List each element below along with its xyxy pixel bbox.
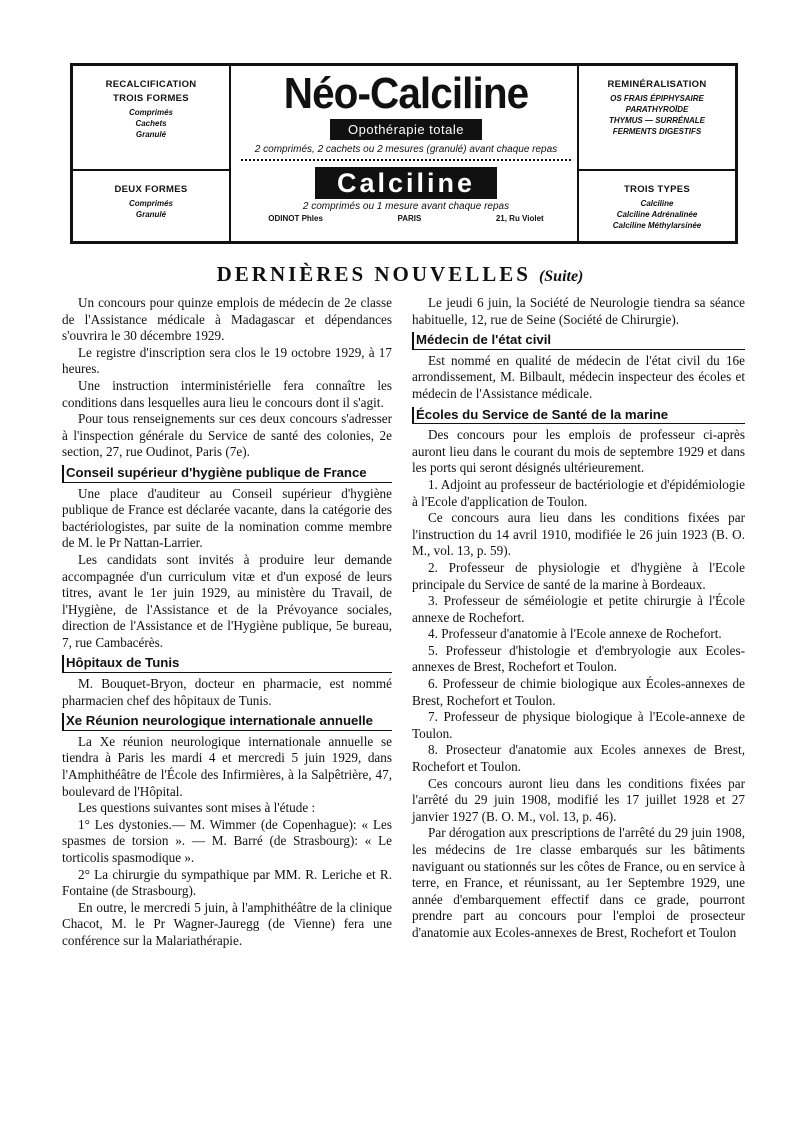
paragraph: 1° Les dystonies.— M. Wimmer (de Copenhague): « Les spasmes de torsion ». — M. Barré (de Strasbourg): « Le torticolis spasmodique ». [62, 816, 392, 865]
paragraph: 5. Professeur d'histologie et d'embryologie aux Ecoles-annexes de Brest, Rochefort et Toulon. [412, 642, 745, 675]
paragraph: Un concours pour quinze emplois de médecin de 2e classe de l'Assistance médicale à Madagascar et dépendances s'ouvrira le 30 décembre 1929. [62, 295, 392, 344]
ad-heading: REMINÉRALISATION [607, 79, 707, 90]
paragraph: Le jeudi 6 juin, la Société de Neurologie tiendra sa séance habituelle, 12, rue de Seine (Société de Chirurgie). [412, 295, 745, 327]
ad-item: Granulé [135, 210, 167, 219]
ad-address-part: ODINOT Phles [268, 214, 323, 223]
ad-item: Comprimés [128, 199, 173, 208]
paragraph: 6. Professeur de chimie biologique aux Écoles-annexes de Brest, Rochefort et Toulon. [412, 676, 745, 708]
ad-item: PARATHYROÏDE [625, 105, 689, 114]
ad-subtitle: Opothérapie totale [330, 119, 482, 140]
ad-heading: TROIS TYPES [623, 184, 691, 195]
column-left [62, 295, 392, 950]
ad-item: Granulé [135, 130, 167, 139]
ad-left-top [73, 66, 231, 171]
paragraph: La Xe réunion neurologique internationale annuelle se tiendra à Paris les mardi 4 et mercredi 5 juin 1929, dans l'Amphithéâtre de l'École des Infirmières, à la Salpêtrière, 47, boulevard de l'Hôpital. [62, 733, 392, 799]
paragraph: 2. Professeur de physiologie et d'hygiène à l'Ecole principale du Service de santé de la marine à Bordeaux. [412, 559, 745, 592]
section-heading: Conseil supérieur d'hygiène publique de France [62, 465, 392, 483]
paragraph: Est nommé en qualité de médecin de l'état civil du 16e arrondissement, M. Bilbault, médecin inspecteur des écoles et médecin de l'Assistance médicale. [412, 352, 745, 401]
paragraph: Ce concours aura lieu dans les conditions fixées par l'instruction du 14 avril 1910, modifiée le 26 juin 1923 (B. O. M., vol. 13, p. 59). [412, 510, 745, 559]
ad-brand-secondary: Calciline [315, 167, 497, 199]
paragraph: 3. Professeur de séméiologie et petite chirurgie à l'École annexe de Rochefort. [412, 593, 745, 625]
paragraph: 7. Professeur de physique biologique à l'Ecole-annexe de Toulon. [412, 709, 745, 741]
ad-right-bottom [577, 171, 735, 241]
section-heading: Médecin de l'état civil [412, 332, 745, 350]
ad-item: Calciline [640, 199, 674, 208]
page-title-suite: (Suite) [538, 268, 584, 285]
paragraph: 2° La chirurgie du sympathique par MM. R. Leriche et R. Fontaine (de Strasbourg). [62, 866, 392, 899]
ad-subheading: TROIS FORMES [113, 93, 189, 104]
paragraph: Les questions suivantes sont mises à l'étude : [78, 800, 316, 816]
ad-item: FERMENTS DIGESTIFS [612, 127, 702, 136]
paragraph: 1. Adjoint au professeur de bactériologie et d'épidémiologie à l'Ecole d'application de Toulon. [412, 476, 745, 509]
paragraph: Ces concours auront lieu dans les conditions fixées par l'arrêté du 29 juin 1908, modifié les 17 juillet 1928 et 27 janvier 1927 (B. O. M., vol. 13, p. 46). [412, 775, 745, 824]
paragraph: M. Bouquet-Bryon, docteur en pharmacie, est nommé pharmacien chef des hôpitaux de Tunis. [62, 676, 392, 708]
ad-address [231, 214, 581, 223]
section-heading: Hôpitaux de Tunis [62, 655, 392, 673]
paragraph: Le registre d'inscription sera clos le 19 octobre 1929, à 17 heures. [62, 344, 392, 377]
paragraph: Des concours pour les emplois de professeur ci-après auront lieu dans le courant du mois de septembre 1929 et dans les ports qui seront désignés ultérieurement. [412, 427, 745, 476]
paragraph: En outre, le mercredi 5 juin, à l'amphithéâtre de la clinique Chacot, M. le Pr Wagner-Jauregg (de Vienne) fera une conférence sur la Malariathérapie. [62, 899, 392, 948]
ad-right-top [577, 66, 735, 171]
section-heading: Xe Réunion neurologique internationale annuelle [62, 713, 392, 731]
paragraph: Pour tous renseignements sur ces deux concours s'adresser à l'inspection générale du Service de santé des colonies, 2e section, 27, rue Oudinot, Paris (7e). [62, 411, 392, 460]
paragraph: Une place d'auditeur au Conseil supérieur d'hygiène publique de France est déclarée vacante, dans la catégorie des bactériologistes, par suite de la nomination comme membre de M. le Pr Nattan-Larrier. [62, 485, 392, 551]
paragraph: Par dérogation aux prescriptions de l'arrêté du 29 juin 1908, les médecins de 1re classe embarqués sur les bâtiments naviguant ou stationnés sur les côtes de France, ou en service à terre, en France, et réunissant, au 1er Septembre 1929, une année d'embarquement effectif dans ce grade, pourront prendre part au concours pour l'emploi de prosecteur d'anatomie aux Ecoles-annexes de Brest, Rochefort et Toulon [412, 825, 745, 940]
ad-dosage: 2 comprimés, 2 cachets ou 2 mesures (granulé) avant chaque repas [254, 144, 558, 155]
page-title-text: DERNIÈRES NOUVELLES [216, 262, 531, 286]
page-title [0, 262, 800, 287]
ad-item: Calciline Adrénalinée [616, 210, 698, 219]
ad-heading: DEUX FORMES [114, 184, 188, 195]
ad-item: OS FRAIS ÉPIPHYSAIRE [610, 94, 704, 103]
paragraph: 8. Prosecteur d'anatomie aux Ecoles annexes de Brest, Rochefort et Toulon. [412, 742, 745, 775]
section-heading: Écoles du Service de Santé de la marine [412, 407, 745, 425]
ad-item: THYMUS — SURRÉNALE [608, 116, 705, 125]
ad-dosage-secondary: 2 comprimés ou 1 mesure avant chaque repas [302, 201, 510, 212]
ad-brand: Néo-Calciline [283, 69, 529, 118]
ad-divider [241, 159, 571, 161]
ad-item: Comprimés [128, 108, 173, 117]
column-right [412, 295, 745, 942]
ad-address-part: PARIS [397, 214, 422, 223]
ad-heading: RECALCIFICATION [105, 79, 197, 90]
ad-item: Cachets [135, 119, 167, 128]
advertisement [70, 63, 738, 244]
ad-left-bottom [73, 171, 231, 241]
ad-item: Calciline Méthylarsinée [612, 221, 702, 230]
ad-center [231, 66, 581, 241]
paragraph: Les candidats sont invités à produire leur demande accompagnée d'un curriculum vitæ et d'un exposé de leurs titres, avant le 1er juin 1929, au ministère du Travail, de l'Hygiène, de l'Assistance et de la Prévoyance sociales, direction de l'Assistance et de l'Hygiène publique, 5e bureau, 7, rue Cambacérès. [62, 551, 392, 650]
paragraph: 4. Professeur d'anatomie à l'Ecole annexe de Rochefort. [428, 626, 722, 642]
paragraph: Une instruction interministérielle fera connaître les conditions dans lesquelles aura lieu le concours dont il s'agit. [62, 377, 392, 410]
ad-address-part: 21, Ru Violet [495, 214, 544, 223]
